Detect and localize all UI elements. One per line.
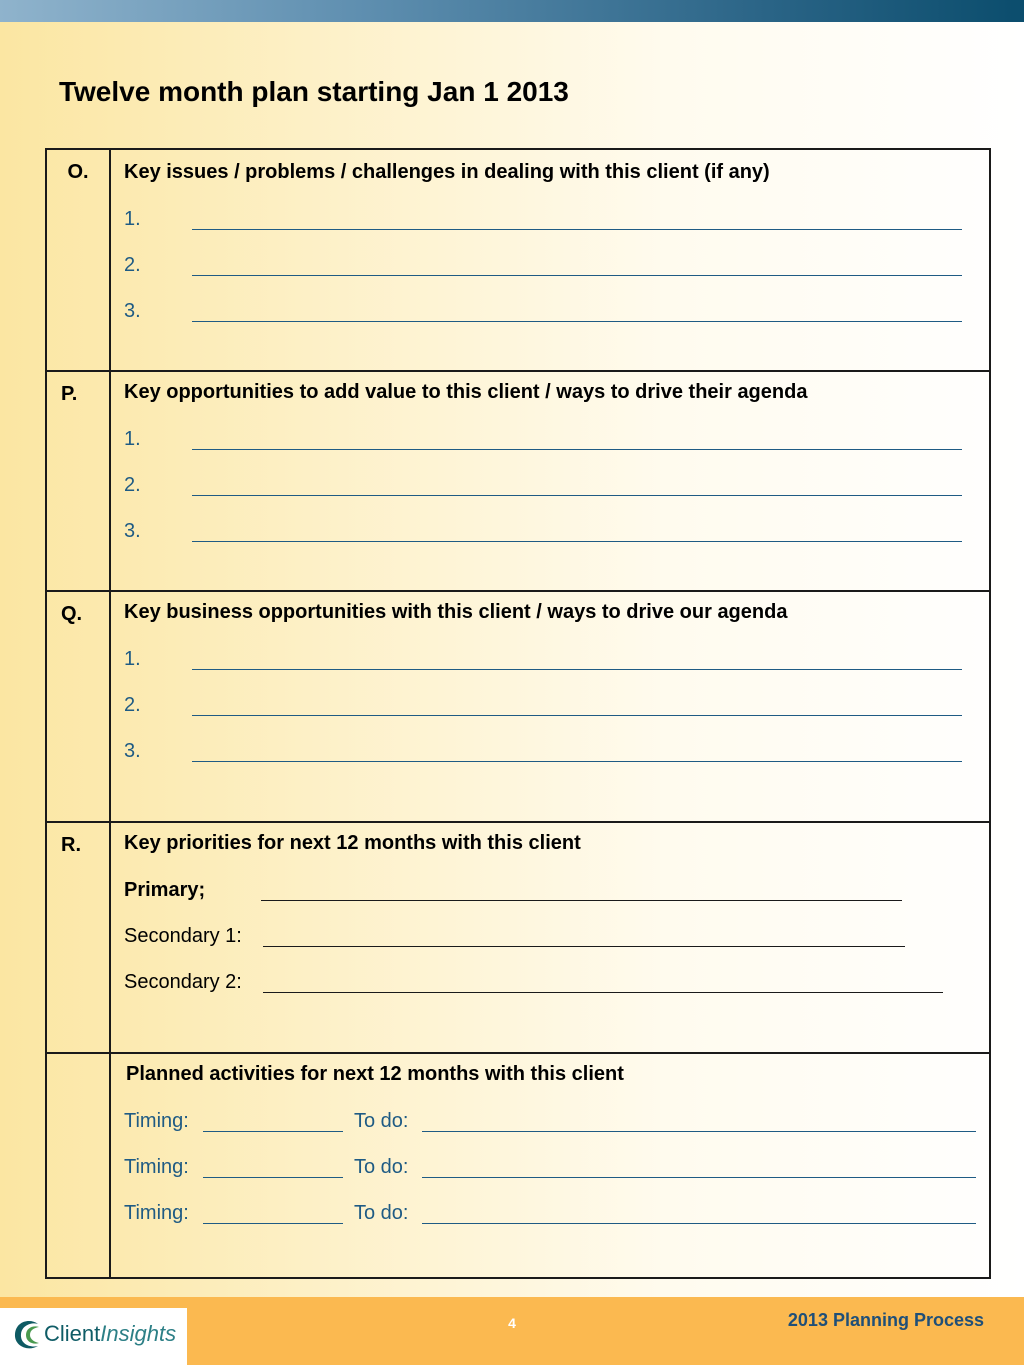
section-heading: Key priorities for next 12 months with this client	[124, 832, 581, 854]
secondary-2-line[interactable]	[263, 992, 943, 993]
answer-line[interactable]	[192, 715, 962, 716]
secondary-1-label: Secondary 1:	[124, 925, 242, 947]
timing-line[interactable]	[203, 1131, 343, 1132]
logo-text: ClientInsights	[44, 1321, 177, 1346]
page-title: Twelve month plan starting Jan 1 2013	[59, 76, 569, 107]
item-number: 2.	[124, 694, 141, 716]
todo-line[interactable]	[422, 1223, 976, 1224]
answer-line[interactable]	[192, 449, 962, 450]
page-number: 4	[508, 1315, 516, 1331]
section-o	[47, 150, 989, 370]
answer-line[interactable]	[192, 541, 962, 542]
answer-line[interactable]	[192, 669, 962, 670]
section-letter: P.	[61, 383, 78, 405]
section-letter: Q.	[61, 603, 83, 625]
top-banner	[0, 0, 1024, 22]
section-letter: O.	[67, 161, 89, 183]
primary-line[interactable]	[261, 900, 902, 901]
todo-line[interactable]	[422, 1177, 976, 1178]
item-number: 1.	[124, 428, 141, 450]
timing-line[interactable]	[203, 1177, 343, 1178]
logo-icon	[12, 1318, 42, 1352]
todo-label: To do:	[354, 1110, 409, 1132]
item-number: 3.	[124, 740, 141, 762]
section-heading: Key issues / problems / challenges in dealing with this client (if any)	[124, 161, 770, 183]
answer-line[interactable]	[192, 321, 962, 322]
item-number: 1.	[124, 648, 141, 670]
section-planned-activities	[47, 1052, 989, 1277]
footer-label: 2013 Planning Process	[787, 1310, 984, 1330]
todo-label: To do:	[354, 1156, 409, 1178]
item-number: 1.	[124, 208, 141, 230]
section-letter: R.	[61, 834, 81, 856]
section-heading: Key opportunities to add value to this client / ways to drive their agenda	[124, 381, 808, 403]
client-insights-logo	[0, 1308, 187, 1365]
section-p	[47, 370, 989, 592]
item-number: 2.	[124, 474, 141, 496]
timing-label: Timing:	[124, 1110, 189, 1132]
todo-label: To do:	[354, 1202, 409, 1224]
plan-table	[45, 148, 991, 1279]
item-number: 3.	[124, 520, 141, 542]
item-number: 2.	[124, 254, 141, 276]
answer-line[interactable]	[192, 229, 962, 230]
secondary-2-label: Secondary 2:	[124, 971, 242, 993]
timing-label: Timing:	[124, 1202, 189, 1224]
secondary-1-line[interactable]	[263, 946, 905, 947]
primary-label: Primary;	[124, 879, 206, 901]
section-r	[47, 821, 989, 1054]
section-heading: Key business opportunities with this client / ways to drive our agenda	[124, 601, 788, 623]
answer-line[interactable]	[192, 495, 962, 496]
item-number: 3.	[124, 300, 141, 322]
section-heading: Planned activities for next 12 months with this client	[126, 1063, 624, 1085]
timing-label: Timing:	[124, 1156, 189, 1178]
answer-line[interactable]	[192, 275, 962, 276]
section-q	[47, 590, 989, 823]
answer-line[interactable]	[192, 761, 962, 762]
todo-line[interactable]	[422, 1131, 976, 1132]
timing-line[interactable]	[203, 1223, 343, 1224]
